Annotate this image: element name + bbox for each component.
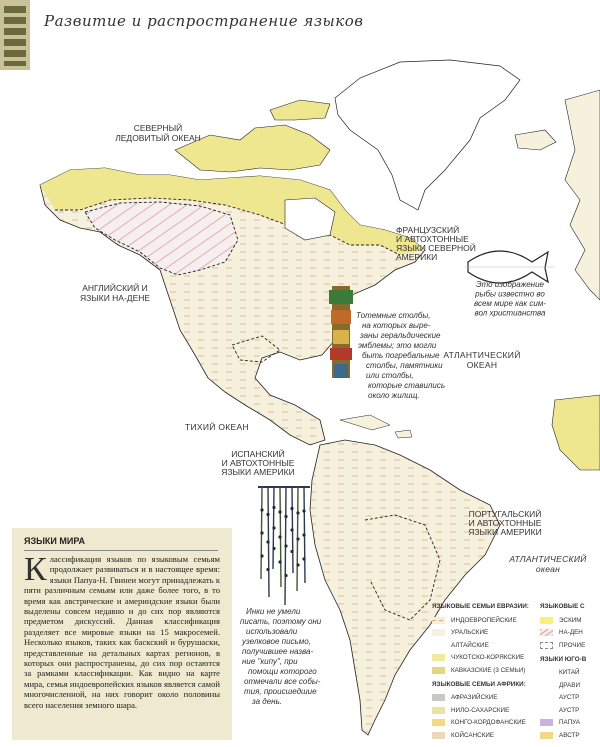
note-totem: Тотемные столбы, на которых выре-заны геральдические эмблемы; это могли быть погребальные столбы, памятники или столбы, которые ставились около жилищ. [356, 311, 446, 400]
label-french: ФРАНЦУЗСКИЙ И АВТОХТОННЫЕ ЯЗЫКИ СЕВЕРНОЙ АМЕРИКИ [396, 225, 476, 262]
panel-divider [24, 550, 218, 551]
legend-heading: ЯЗЫКОВЫЕ С [540, 603, 585, 610]
legend-label: ПРОЧИЕ [559, 641, 586, 649]
ichthys-fish-icon [465, 251, 555, 283]
legend-item [540, 667, 600, 680]
legend-label: АУСТР [559, 706, 580, 714]
languages-of-world-panel [12, 528, 232, 740]
legend-swatch [432, 642, 445, 649]
legend-item [432, 664, 552, 677]
legend-label: АЛТАЙСКИЕ [451, 641, 489, 649]
legend-item [540, 729, 600, 742]
legend-swatch [540, 669, 553, 676]
legend-heading: ЯЗЫКОВЫЕ СЕМЬИ АФРИКИ: [432, 680, 526, 688]
label-north-ocean: СЕВЕРНЫЙ ЛЕДОВИТЫЙ ОКЕАН [115, 123, 201, 143]
legend-label: НА-ДЕН [559, 629, 583, 637]
legend-label: ЧУКОТСКО-КОРЯКСКИЕ [451, 654, 525, 662]
legend-left [432, 603, 552, 742]
legend-item [432, 652, 552, 665]
panel-title: ЯЗЫКИ МИРА [24, 536, 86, 546]
legend-label: АФРАЗИЙСКИЕ [451, 694, 498, 702]
europe-edge [565, 90, 600, 300]
legend-label: АВСТР [559, 731, 580, 739]
note-quipu: Инки не умели писать, поэтому они использовали узелковое письмо, получившее назва-ние "кипу", при помощи которого отмечали все собы-тия, происшедшие за день. [240, 607, 322, 706]
panel-dropcap: К [24, 551, 47, 588]
label-spanish: ИСПАНСКИЙ И АВТОХТОННЫЕ ЯЗЫКИ АМЕРИКИ [221, 449, 295, 477]
legend-item [540, 679, 600, 692]
legend-swatch [540, 642, 553, 649]
legend-item [540, 704, 600, 717]
panel-body: лассификация языков по языковым семьям продолжает развиваться и в настоящее время: языки Папуа-Н. Гвинеи могут принадлежать к пяти различным семьям или даже более того, в то время как австрические и америндские языки были выделены совсем недавно и до сих пор являются предметом дискуссий. Данная классификация разделяет все мировые языки на 15 макросемей. Несколько языков, таких как баскский и бурушаски, представленные на детальных картах регионов, в которых они распространены, до сих пор остаются за рамками классификации. Как видно на карте мира, семья индоевропейских языков является самой многочисленной, на них говорит около половины всего населения земного шара. [24, 554, 220, 710]
legend-item [540, 692, 600, 705]
panel-text [24, 551, 220, 710]
legend-swatch [540, 694, 553, 701]
legend-swatch [432, 694, 445, 701]
legend-label: ПАПУА [559, 719, 580, 727]
legend-swatch [432, 654, 445, 661]
legend-label: ДРАВИ [559, 681, 580, 689]
label-english: АНГЛИЙСКИЙ И ЯЗЫКИ НА-ДЕНЕ [79, 283, 151, 303]
legend-item [432, 627, 552, 640]
legend-heading: ЯЗЫКОВЫЕ СЕМЬИ ЕВРАЗИИ: [432, 603, 529, 610]
page-title: Развитие и распространение языков [44, 12, 364, 30]
legend-right [540, 603, 600, 742]
legend-item [540, 717, 600, 730]
note-fish: Это изображение рыбы известно во всем мире как сим-вол христианства [474, 280, 546, 318]
legend-swatch [540, 629, 553, 636]
legend-label: НИЛО-САХАРСКИЕ [451, 706, 510, 714]
legend-item [432, 729, 552, 742]
legend-swatch [540, 617, 553, 624]
legend-item [432, 639, 552, 652]
legend-swatch [432, 707, 445, 714]
legend-item [540, 614, 600, 627]
legend-label: КОНГО-КОРДОФАНСКИЕ [451, 719, 526, 727]
legend-swatch [432, 667, 445, 674]
legend-heading: ЯЗЫКИ ЮГО-В [540, 655, 587, 663]
legend-swatch [432, 629, 445, 636]
legend-label: ИНДОЕВРОПЕЙСКИЕ [451, 616, 517, 624]
legend-swatch [432, 732, 445, 739]
legend-item [432, 614, 552, 627]
legend-item [540, 639, 600, 652]
legend-label: КАВКАЗСКИЕ (3 СЕМЬИ) [451, 666, 526, 674]
legend-swatch [432, 719, 445, 726]
legend-item [432, 704, 552, 717]
label-atlantic-south: АТЛАНТИЧЕСКИЙ океан [509, 554, 587, 574]
label-atlantic-north: АТЛАНТИЧЕСКИЙ ОКЕАН [443, 350, 521, 370]
label-pacific: ТИХИЙ ОКЕАН [185, 422, 249, 432]
legend-swatch [540, 732, 553, 739]
legend-item [540, 627, 600, 640]
iceland [515, 130, 556, 150]
legend-label: АУСТР [559, 694, 580, 702]
legend-swatch [540, 707, 553, 714]
legend-swatch [540, 719, 553, 726]
africa-edge [552, 395, 600, 470]
legend-item [432, 717, 552, 730]
legend-label: КОЙСАНСКИЕ [451, 731, 495, 739]
label-portuguese: ПОРТУГАЛЬСКИЙ И АВТОХТОННЫЕ ЯЗЫКИ АМЕРИКИ [468, 509, 542, 537]
caribbean-islands [340, 415, 412, 438]
legend-label: УРАЛЬСКИЕ [451, 629, 489, 637]
quipu-icon [258, 487, 310, 605]
legend-swatch [540, 682, 553, 689]
na-dene-region [85, 202, 238, 275]
greenland [335, 60, 520, 210]
legend-label: КИТАЙ [559, 669, 580, 677]
legend-swatch [432, 617, 445, 624]
legend-item [432, 692, 552, 705]
totem-pole-icon [329, 286, 353, 378]
legend-label: ЭСКИМ [559, 616, 582, 624]
